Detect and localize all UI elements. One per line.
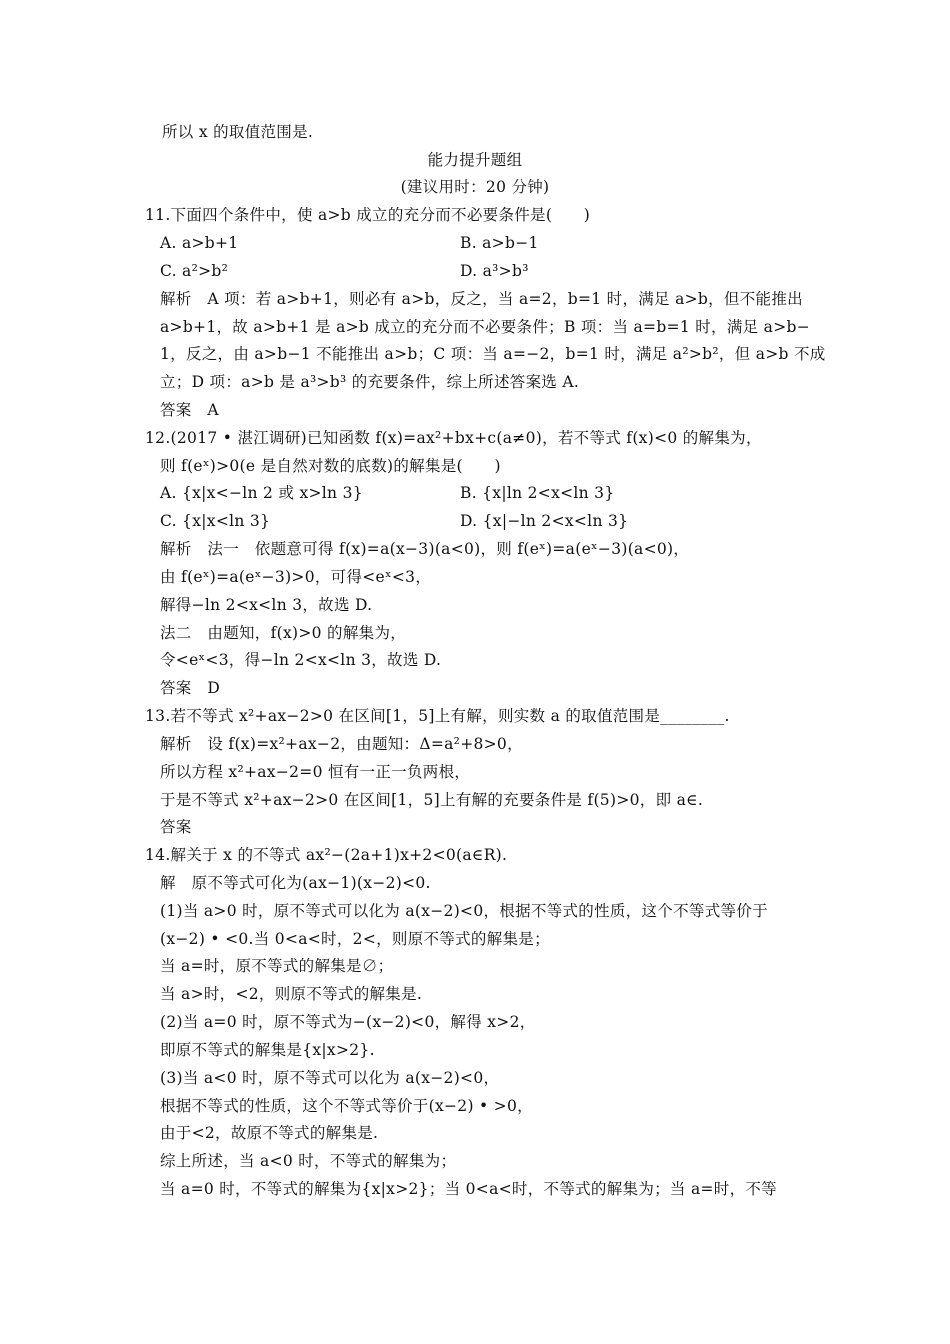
solution-line: 解 原不等式可化为(ax−1)(x−2)<0. <box>160 874 431 892</box>
analysis-line: 解析 A 项：若 a>b+1，则必有 a>b，反之，当 a=2，b=1 时，满足 a>b，但不能推出 <box>160 290 803 308</box>
question-12-stem: 12.(2017 • 湛江调研)已知函数 f(x)=ax²+bx+c(a≠0)，若不等式 f(x)<0 的解集为， <box>145 429 762 447</box>
analysis-line: 于是不等式 x²+ax−2>0 在区间[1，5]上有解的充要条件是 f(5)>0，即 a∈. <box>160 791 704 809</box>
solution-line: 即原不等式的解集是{x|x>2}. <box>160 1041 375 1059</box>
solution-line: (3)当 a<0 时，原不等式可以化为 a(x−2)<0， <box>160 1069 500 1087</box>
analysis-line: 令<eˣ<3，得−ln 2<x<ln 3，故选 D. <box>160 651 442 669</box>
question-11-stem: 11.下面四个条件中，使 a>b 成立的充分而不必要条件是( ) <box>145 206 591 224</box>
section-title: 能力提升题组 <box>427 151 523 169</box>
solution-line: 由于<2，故原不等式的解集是. <box>160 1124 379 1142</box>
option-b: B. {x|ln 2<x<ln 3} <box>460 484 615 502</box>
section-subtitle: (建议用时：20 分钟) <box>400 178 550 196</box>
analysis-line: a>b+1，故 a>b+1 是 a>b 成立的充分而不必要条件；B 项：当 a=b=1 时，满足 a>b− <box>160 318 810 336</box>
answer-line: 答案 A <box>160 401 219 419</box>
analysis-line: 解析 法一 依题意可得 f(x)=a(x−3)(a<0)，则 f(eˣ)=a(eˣ−3)(a<0)， <box>160 540 690 558</box>
solution-line: (x−2) • <0.当 0<a<时，2<，则原不等式的解集是； <box>160 930 550 948</box>
solution-line: 当 a=时，原不等式的解集是∅； <box>160 957 394 975</box>
solution-line: 综上所述，当 a<0 时，不等式的解集为； <box>160 1152 457 1170</box>
text-line: 所以 x 的取值范围是. <box>162 123 314 141</box>
analysis-line: 解析 设 f(x)=x²+ax−2，由题知：Δ=a²+8>0， <box>160 735 523 753</box>
question-14-stem: 14.解关于 x 的不等式 ax²−(2a+1)x+2<0(a∈R). <box>145 846 508 864</box>
answer-line: 答案 <box>160 818 192 836</box>
solution-line: 当 a>时，<2，则原不等式的解集是. <box>160 985 423 1003</box>
solution-line: 当 a=0 时，不等式的解集为{x|x>2}；当 0<a<时，不等式的解集为；当 a=时，不等 <box>160 1180 777 1198</box>
analysis-line: 1，反之，由 a>b−1 不能推出 a>b；C 项：当 a=−2，b=1 时，满足 a²>b²，但 a>b 不成 <box>160 345 826 363</box>
option-c: C. a²>b² <box>160 262 229 280</box>
option-c: C. {x|x<ln 3} <box>160 512 271 530</box>
option-d: D. a³>b³ <box>460 262 529 280</box>
solution-line: (2)当 a=0 时，原不等式为−(x−2)<0，解得 x>2， <box>160 1013 536 1031</box>
analysis-line: 所以方程 x²+ax−2=0 恒有一正一负两根， <box>160 763 471 781</box>
analysis-line: 解得−ln 2<x<ln 3，故选 D. <box>160 596 373 614</box>
answer-line: 答案 D <box>160 679 221 697</box>
option-d: D. {x|−ln 2<x<ln 3} <box>460 512 629 530</box>
option-b: B. a>b−1 <box>460 234 539 252</box>
solution-line: 根据不等式的性质，这个不等式等价于(x−2) • >0， <box>160 1097 533 1115</box>
analysis-line: 由 f(eˣ)=a(eˣ−3)>0，可得<eˣ<3， <box>160 568 432 586</box>
option-a: A. {x|x<−ln 2 或 x>ln 3} <box>160 484 363 502</box>
question-12-stem: 则 f(eˣ)>0(e 是自然对数的底数)的解集是( ) <box>160 457 501 475</box>
option-a: A. a>b+1 <box>160 234 239 252</box>
analysis-line: 立；D 项：a>b 是 a³>b³ 的充要条件，综上所述答案选 A. <box>160 373 580 391</box>
solution-line: (1)当 a>0 时，原不等式可以化为 a(x−2)<0，根据不等式的性质，这个不等式等价于 <box>160 902 768 920</box>
analysis-line: 法二 由题知，f(x)>0 的解集为， <box>160 624 407 642</box>
question-13-stem: 13.若不等式 x²+ax−2>0 在区间[1，5]上有解，则实数 a 的取值范围是________. <box>145 707 730 725</box>
